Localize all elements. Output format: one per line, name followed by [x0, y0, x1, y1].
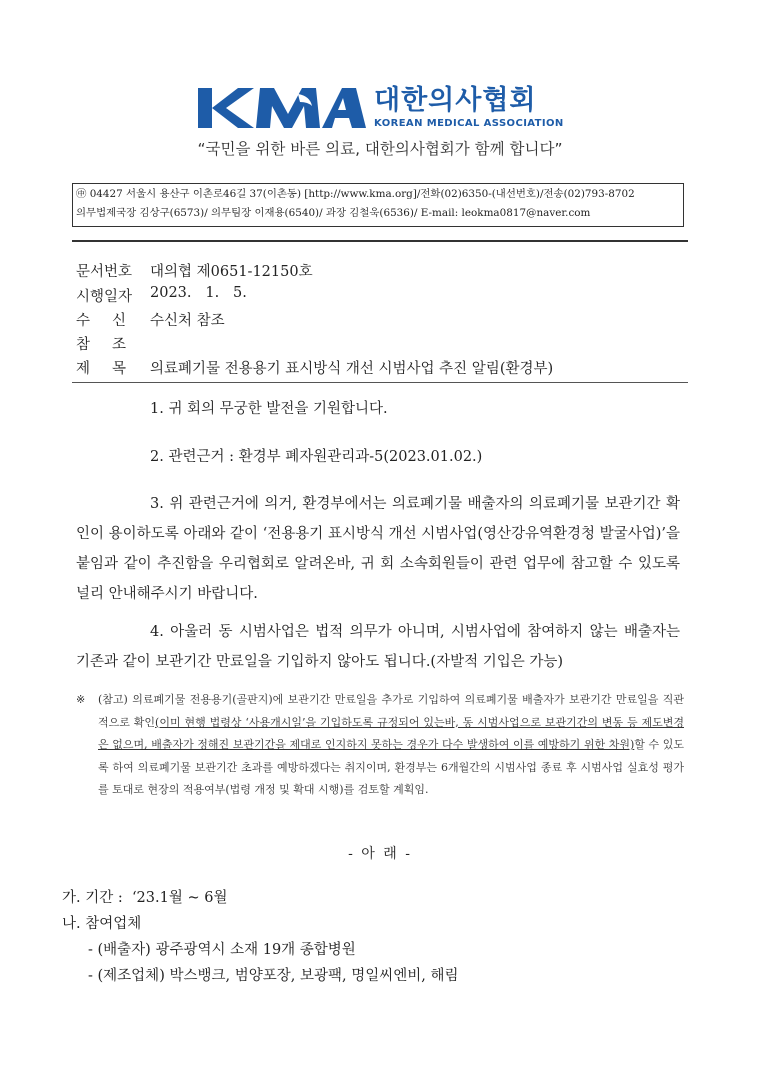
paragraph-4-text: 4. 아울러 동 시범사업은 법적 의무가 아니며, 시범사업에 참여하지 않는 배출자는 기존과 같이 보관기간 만료일을 기입하지 않아도 됩니다.(자발적 기입은 가능) — [76, 624, 680, 670]
recipient-label-1: 수 — [76, 313, 91, 329]
paragraph-1-text: 1. 귀 회의 무궁한 발전을 기원합니다. — [150, 401, 388, 417]
recipient-row — [76, 309, 225, 330]
note-mark: ※ — [76, 693, 86, 706]
reference-label-1: 참 — [76, 337, 91, 353]
contact-line-1: ㊥ 04427 서울시 용산구 이촌로46길 37(이촌동) [http://www.kma.org]/전화(02)6350-(내선번호)/전송(02)793-8702 — [76, 188, 635, 200]
paragraph-2-text: 2. 관련근거 : 환경부 폐자원관리과-5(2023.01.02.) — [150, 449, 483, 465]
note-body — [98, 689, 684, 802]
kma-logo-icon — [198, 86, 366, 130]
paragraph-1 — [76, 394, 680, 424]
note-text-a: (참고) 의료폐기물 전용용기(골판지)에 보관기간 만료일을 추가로 기입하여 의료폐기물 배출자가 보관기간 만료일을 직관적으로 확인 — [98, 693, 684, 729]
org-names — [374, 86, 564, 129]
paragraph-3-text: 3. 위 관련근거에 의거, 환경부에서는 의료폐기물 배출자의 의료폐기물 보관기간 확인이 용이하도록 아래와 같이 ‘전용용기 표시방식 개선 시범사업(영산강유역환경청 발굴사업)’을 붙임과 같이 추진함을 우리협회로 알려온바, 귀 회 소속회원들이 관련 업무에 참고할 수 있도록 널리 안내해주시기 바랍니다. — [76, 496, 680, 602]
reference-label-2: 조 — [111, 337, 126, 353]
doc-no-row — [76, 260, 313, 281]
org-name-en: KOREAN MEDICAL ASSOCIATION — [374, 118, 564, 129]
subject-label-2: 목 — [111, 361, 126, 377]
subject-label-1: 제 — [76, 361, 91, 377]
paragraph-3 — [76, 489, 680, 609]
participants-title: 나. 참여업체 — [62, 916, 142, 932]
note-text-underlined: (이미 현행 법령상 ‘사용개시일’을 기입하도록 규정되어 있는바, 동 시범사업으로 보관기간의 변동 등 제도변경은 없으며, 배출자가 정해진 보관기간을 제대로 인지하지 못하는 경우가 다수 발생하여 이를 예방하기 위한 차원) — [98, 715, 684, 751]
reference-note — [76, 689, 684, 802]
kma-logo-block — [198, 86, 564, 132]
date-value: 2023. 1. 5. — [150, 285, 247, 301]
paragraph-2 — [76, 442, 680, 472]
subject-label — [76, 357, 126, 378]
slogan: “국민을 위한 바른 의료, 대한의사협회가 함께 합니다” — [197, 140, 563, 158]
period-row: 가. 기간 : ‘23.1월 ~ 6월 — [62, 890, 228, 906]
header-divider — [72, 240, 688, 242]
reference-row — [76, 333, 150, 354]
contact-line-2: 의무법제국장 김상구(6573)/ 의무팀장 이재용(6540)/ 과장 김철욱(6536)/ E-mail: leokma0817@naver.com — [76, 207, 591, 219]
org-name-ko: 대한의사협회 — [374, 85, 537, 116]
doc-no-value: 대의협 제0651-12150호 — [150, 264, 313, 280]
reference-label — [76, 333, 126, 354]
subject-value: 의료폐기물 전용용기 표시방식 개선 시범사업 추진 알림(환경부) — [150, 361, 554, 377]
date-row — [76, 285, 247, 306]
date-label: 시행일자 — [76, 289, 133, 305]
participant-item: - (제조업체) 박스뱅크, 범양포장, 보광팩, 명일씨엔비, 해림 — [88, 968, 459, 984]
below-title: - 아 래 - — [348, 846, 412, 862]
contact-box — [72, 183, 684, 227]
doc-no-label: 문서번호 — [76, 264, 133, 280]
recipient-label — [76, 309, 126, 330]
note-text-c: 할 수 있도록 하여 의료폐기물 보관기간 초과를 예방하겠다는 취지이며, 환경부는 6개월간의 시범사업 종료 후 시범사업 실효성 평가를 토대로 현장의 적용여부(법령 개정 및 확대 시행)를 검토할 계획임. — [98, 738, 684, 796]
recipient-label-2: 신 — [111, 313, 126, 329]
subject-row — [76, 357, 553, 378]
recipient-value: 수신처 참조 — [150, 313, 225, 329]
subject-divider — [72, 382, 688, 383]
participant-item: - (배출자) 광주광역시 소재 19개 종합병원 — [88, 942, 356, 958]
paragraph-4 — [76, 617, 680, 677]
